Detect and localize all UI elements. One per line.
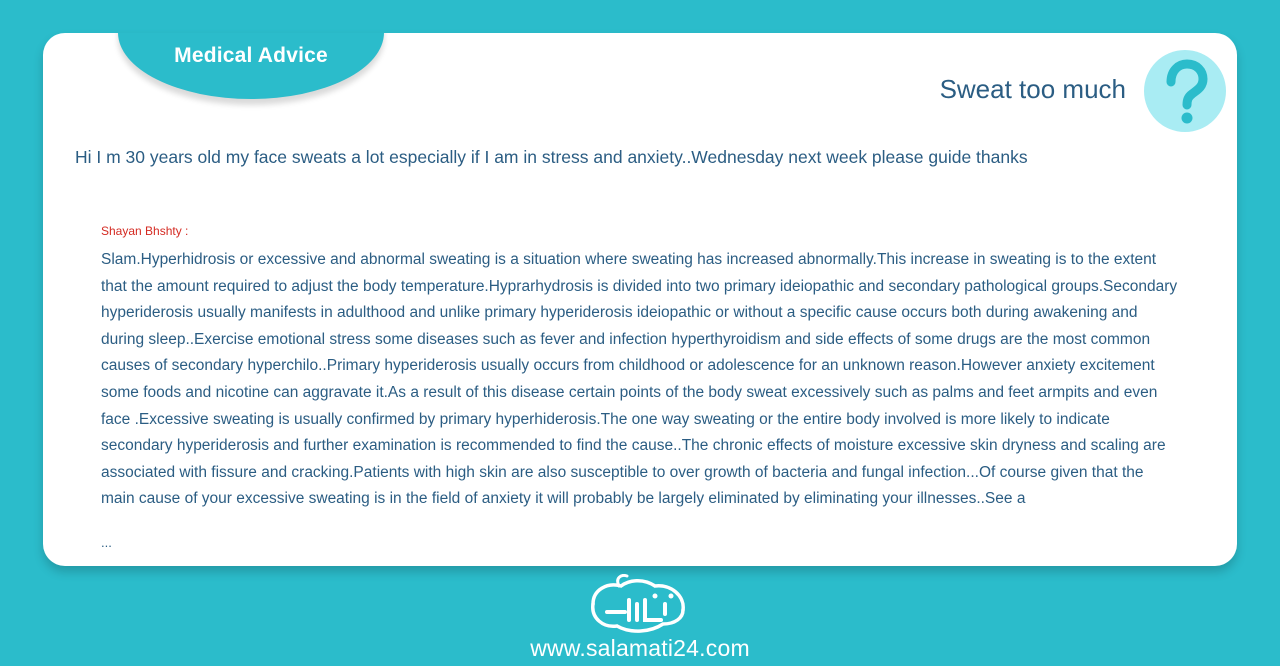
answer-text: Slam.Hyperhidrosis or excessive and abnormal sweating is a situation where sweating has increased abnormally.This increase in sweating is to the extent that the amount required to adjust the body temperature.Hyprarhydrosis is divided into two primary ideiopathic and secondary pathological groups.Secondary hyperiderosis usually manifests in adulthood and unlike primary hyperiderosis ideiopathic or without a specific cause occurs both during awakening and during sleep..Exercise emotional stress some diseases such as fever and infection hyperthyroidism and side effects of some drugs are the most common causes of secondary hyperchilo..Primary hyperiderosis usually occurs from childhood or adolescence for an unknown reason.However anxiety excitement some foods and nicotine can aggravate it.As a result of this disease certain points of the body sweat excessively such as palms and feet armpits and even face .Excessive sweating is usually confirmed by primary hyperhiderosis.The one way sweating or the entire body involved is more likely to indicate secondary hyperiderosis and further examination is recommended to find the cause..The chronic effects of moisture excessive skin dryness and scaling are associated with fissure and cracking.Patients with high skin are also susceptible to over growth of bacteria and fungal infection...Of course given that the main cause of your excessive sweating is in the field of anxiety it will probably be largely eliminated by eliminating your illnesses..See a [101, 251, 1178, 508]
answer-author: Shayan Bhshty : [101, 224, 189, 238]
category-tab [118, 33, 384, 99]
category-tab-label: Medical Advice [174, 44, 328, 67]
salamati-leaf-logo-icon [585, 574, 695, 638]
read-more-ellipsis: ... [101, 535, 112, 550]
site-url: www.salamati24.com [530, 635, 750, 661]
question-mark-icon [1144, 50, 1226, 132]
question-text: Hi I m 30 years old my face sweats a lot especially if I am in stress and anxiety..Wednesday next week please guide thanks [75, 147, 1028, 167]
advice-card [43, 33, 1237, 566]
question-title: Sweat too much [939, 74, 1126, 104]
